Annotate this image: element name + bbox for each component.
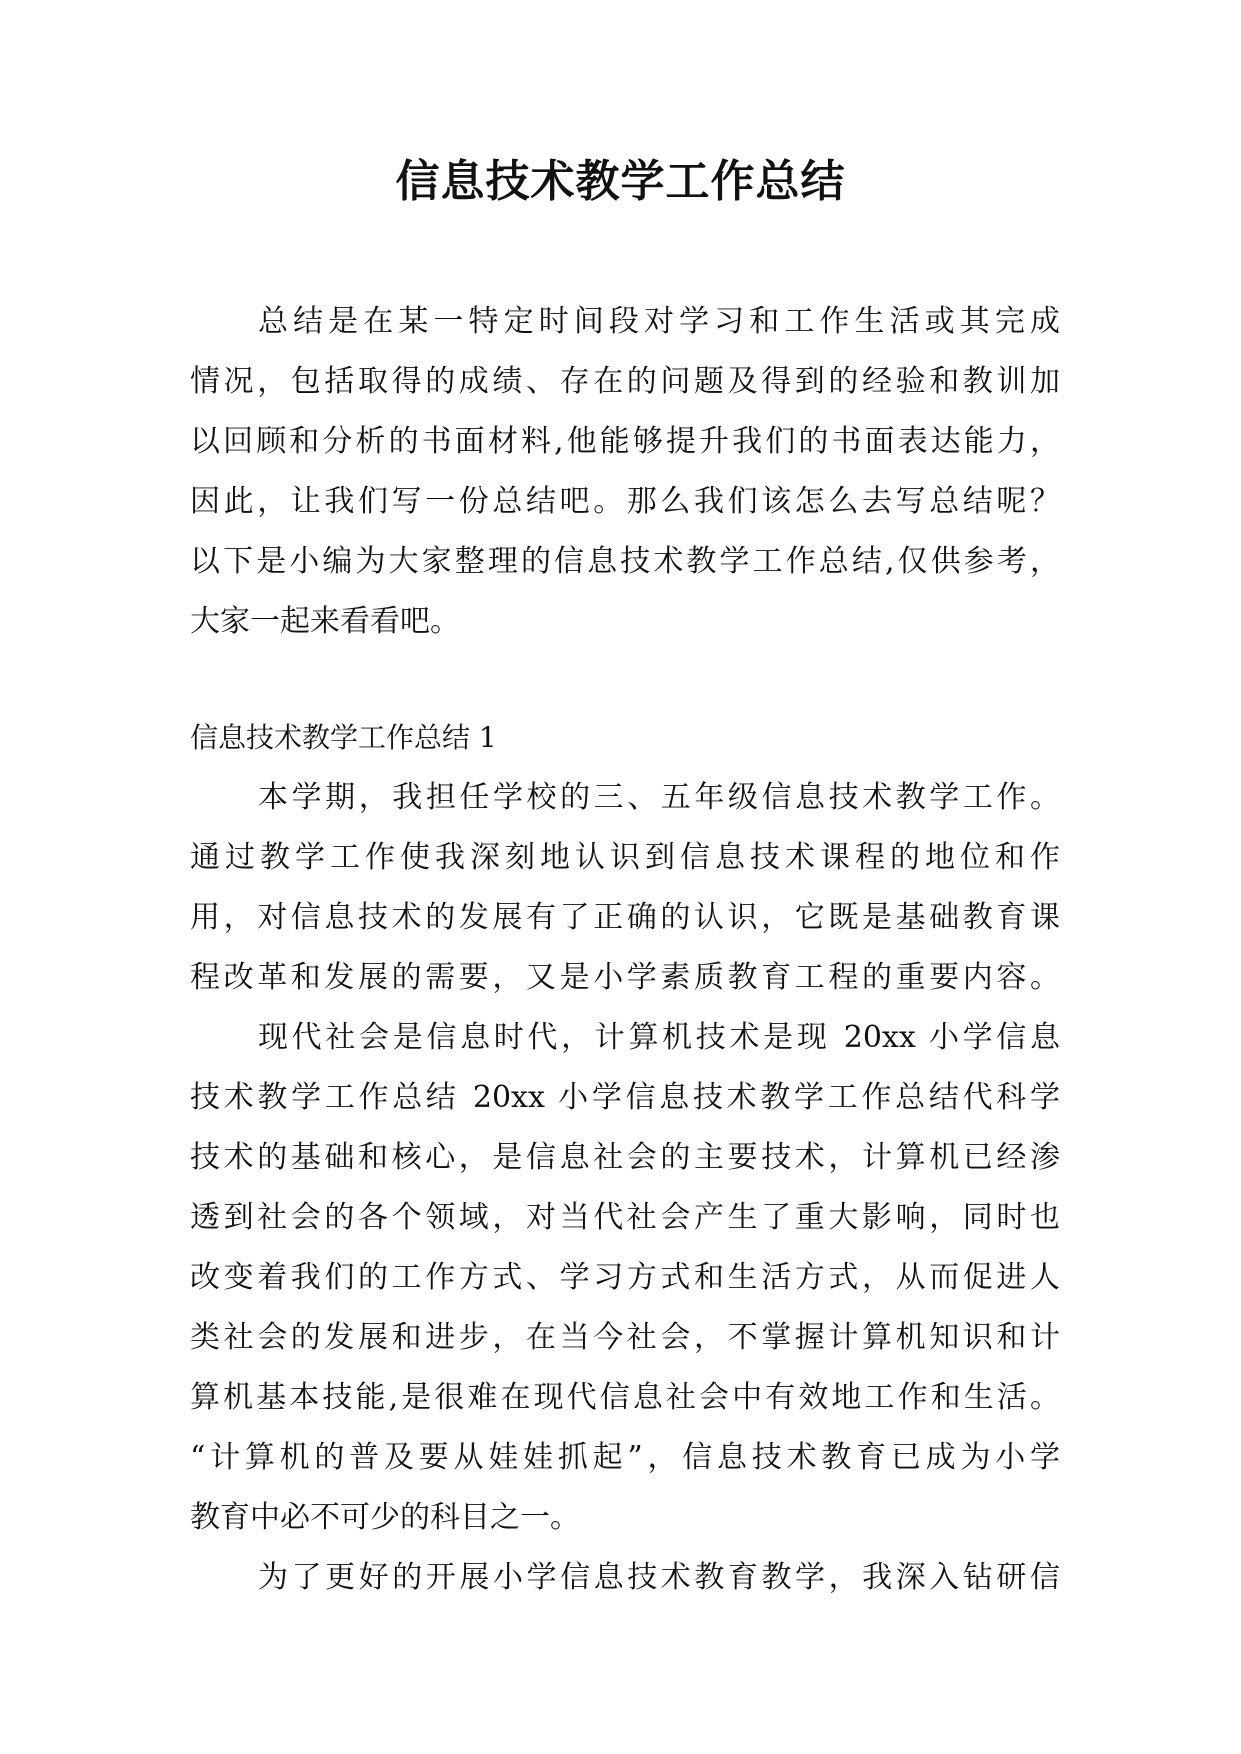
paragraph-line: 通过教学工作使我深刻地认识到信息技术课程的地位和作 <box>190 840 1060 875</box>
paragraph-line: 用，对信息技术的发展有了正确的认识，它既是基础教育课 <box>190 900 1060 935</box>
paragraph-line: “计算机的普及要从娃娃抓起”，信息技术教育已成为小学 <box>190 1440 1060 1475</box>
section-paragraph <box>190 1548 1060 1608</box>
paragraph-line: 本学期，我担任学校的三、五年级信息技术教学工作。 <box>258 780 1060 815</box>
intro-paragraph <box>190 292 1060 652</box>
intro-line: 以下是小编为大家整理的信息技术教学工作总结,仅供参考， <box>190 544 1060 579</box>
intro-line: 大家一起来看看吧。 <box>190 604 460 639</box>
paragraph-line: 为了更好的开展小学信息技术教育教学，我深入钻研信 <box>258 1560 1060 1595</box>
paragraph-line: 技术的基础和核心，是信息社会的主要技术，计算机已经渗 <box>190 1140 1060 1175</box>
paragraph-line: 现代社会是信息时代，计算机技术是现 20xx 小学信息 <box>258 1020 1060 1055</box>
paragraph-line: 类社会的发展和进步，在当今社会，不掌握计算机知识和计 <box>190 1320 1060 1355</box>
intro-line: 总结是在某一特定时间段对学习和工作生活或其完成 <box>258 304 1060 339</box>
intro-line: 因此，让我们写一份总结吧。那么我们该怎么去写总结呢？ <box>190 484 1060 519</box>
paragraph-line: 改变着我们的工作方式、学习方式和生活方式，从而促进人 <box>190 1260 1060 1295</box>
paragraph-line: 教育中必不可少的科目之一。 <box>190 1500 580 1535</box>
paragraph-line: 透到社会的各个领域，对当代社会产生了重大影响，同时也 <box>190 1200 1060 1235</box>
section-gap <box>190 652 1060 708</box>
section-heading: 信息技术教学工作总结 1 <box>190 721 497 754</box>
paragraph-line: 算机基本技能,是很难在现代信息社会中有效地工作和生活。 <box>190 1380 1060 1415</box>
paragraph-line: 技术教学工作总结 20xx 小学信息技术教学工作总结代科学 <box>190 1080 1060 1115</box>
intro-line: 情况，包括取得的成绩、存在的问题及得到的经验和教训加 <box>190 364 1060 399</box>
document-title: 信息技术教学工作总结 <box>395 156 846 207</box>
section-paragraph <box>190 1008 1060 1548</box>
document-body <box>190 292 1060 1608</box>
section-paragraph <box>190 768 1060 1008</box>
paragraph-line: 程改革和发展的需要，又是小学素质教育工程的重要内容。 <box>190 960 1060 995</box>
intro-line: 以回顾和分析的书面材料,他能够提升我们的书面表达能力， <box>190 424 1060 459</box>
